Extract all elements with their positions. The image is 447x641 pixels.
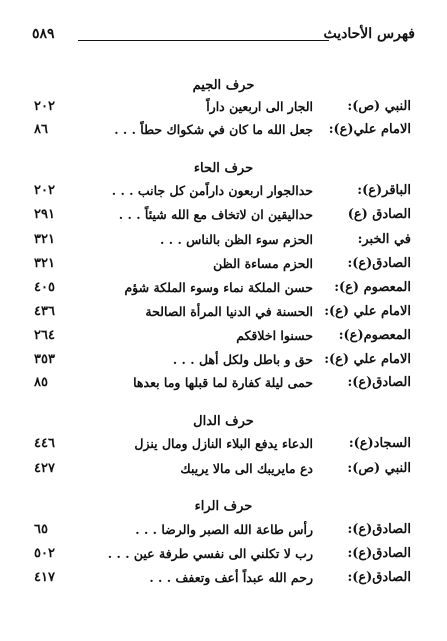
section-heading-haa: حرف الحاء bbox=[193, 161, 254, 176]
hadith-entry bbox=[0, 436, 447, 458]
page-ref: ٢٩١ bbox=[34, 207, 55, 222]
narrator: المعصوم(ع): bbox=[338, 328, 411, 343]
page-ref: ٣٢١ bbox=[34, 232, 55, 247]
narrator: السجاد(ع): bbox=[348, 436, 411, 451]
narrator: النبي (ص): bbox=[347, 99, 411, 114]
hadith-entry bbox=[0, 328, 447, 350]
narrator: النبي (ص): bbox=[347, 461, 411, 476]
page-ref: ٤٤٦ bbox=[34, 436, 55, 451]
hadith-text: الدعاء يدفع البلاء النازل ومال ينزل bbox=[134, 436, 313, 451]
narrator: الباقر(ع): bbox=[357, 183, 411, 198]
narrator: الصادق(ع): bbox=[347, 546, 411, 561]
hadith-entry bbox=[0, 352, 447, 374]
hadith-text: رب لا تكلني الى نفسي طرفة عين . . . bbox=[107, 546, 313, 561]
page-ref: ٢٠٢ bbox=[34, 183, 55, 198]
hadith-entry bbox=[0, 461, 447, 483]
narrator: الامام علي (ع): bbox=[324, 352, 411, 367]
hadith-entry bbox=[0, 570, 447, 592]
page-ref: ٥٠٢ bbox=[34, 546, 55, 561]
page-ref: ٦٥ bbox=[34, 522, 48, 537]
hadith-entry bbox=[0, 546, 447, 568]
hadith-entry bbox=[0, 99, 447, 121]
hadith-text: الحسنة في الدنيا المرأة الصالحة bbox=[145, 304, 313, 319]
hadith-text: رحم الله عبداً أعف وتعفف . . . bbox=[149, 570, 313, 585]
hadith-text: الحزم سوء الظن بالناس . . . bbox=[160, 232, 313, 247]
hadith-text: الحزم مساءة الظن bbox=[213, 256, 313, 271]
narrator: الصادق(ع): bbox=[347, 256, 411, 271]
hadith-entry bbox=[0, 207, 447, 229]
page-ref: ٣٢١ bbox=[34, 256, 55, 271]
narrator: الصادق(ع): bbox=[347, 570, 411, 585]
hadith-entry bbox=[0, 522, 447, 544]
hadith-text: رأس طاعة الله الصبر والرضا . . . bbox=[135, 522, 313, 537]
hadith-entry bbox=[0, 183, 447, 205]
hadith-text: حسنوا اخلاقكم bbox=[236, 328, 313, 343]
hadith-text: جعل الله ما كان في شكواك حطاً . . . bbox=[114, 122, 313, 137]
hadith-text: الجار الى اربعين داراً bbox=[206, 99, 313, 114]
page-ref: ٣٥٣ bbox=[34, 352, 55, 367]
narrator: الصادق(ع): bbox=[347, 522, 411, 537]
page-ref: ٤٣٦ bbox=[34, 304, 55, 319]
page-ref: ٤٠٥ bbox=[34, 280, 55, 295]
hadith-entry bbox=[0, 280, 447, 302]
hadith-entry bbox=[0, 256, 447, 278]
section-heading-daal: حرف الدال bbox=[193, 414, 254, 429]
hadith-entry bbox=[0, 375, 447, 397]
hadith-text: حق و باطل ولكل أهل . . . bbox=[172, 352, 313, 367]
page-ref: ٢٠٢ bbox=[34, 99, 55, 114]
page-ref: ٨٦ bbox=[34, 122, 48, 137]
running-header-title: فهرس الأحاديث bbox=[323, 26, 415, 42]
hadith-text: دع مايريبك الى مالا يريبك bbox=[180, 461, 313, 476]
hadith-entry bbox=[0, 232, 447, 254]
hadith-entry bbox=[0, 304, 447, 326]
hadith-entry bbox=[0, 122, 447, 144]
section-heading-jeem: حرف الجيم bbox=[192, 78, 255, 93]
page-ref: ٢٦٤ bbox=[34, 328, 55, 343]
header-rule bbox=[78, 40, 329, 41]
narrator: الامام علي(ع): bbox=[328, 122, 411, 137]
narrator: الصادق(ع): bbox=[347, 375, 411, 390]
narrator: المعصوم (ع): bbox=[334, 280, 411, 295]
section-heading-raa: حرف الراء bbox=[194, 499, 253, 514]
hadith-text: حدالجوار اربعون داراًمن كل جانب . . . bbox=[111, 183, 313, 198]
narrator: الصادق (ع) bbox=[347, 207, 411, 222]
page-ref: ٤٢٧ bbox=[34, 461, 55, 476]
hadith-text: حداليقين ان لاتخاف مع الله شيئاً . . . bbox=[118, 207, 313, 222]
hadith-text: حسن الملكة نماء وسوء الملكة شؤم bbox=[124, 280, 313, 295]
page-ref: ٤١٧ bbox=[34, 570, 55, 585]
narrator: الامام علي (ع): bbox=[324, 304, 411, 319]
page-number: ٥٨٩ bbox=[32, 26, 55, 42]
narrator: في الخبر: bbox=[357, 232, 411, 247]
page-ref: ٨٥ bbox=[34, 375, 48, 390]
hadith-text: حمى ليلة كفارة لما قبلها وما بعدها bbox=[133, 375, 313, 390]
